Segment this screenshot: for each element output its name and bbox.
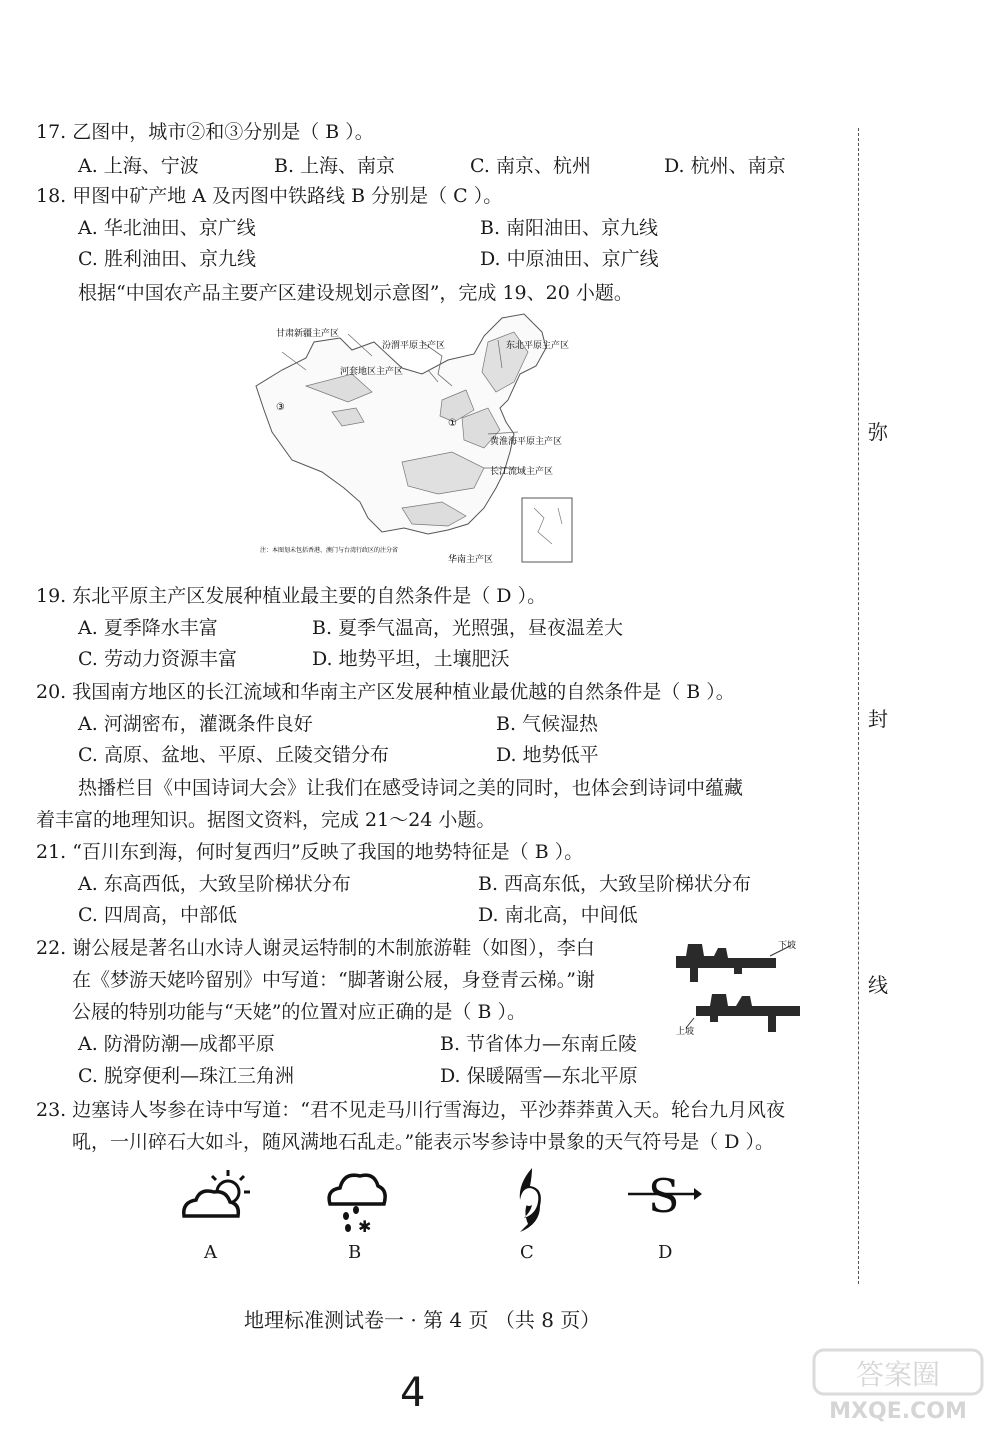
q21-option-a: A. 东高西低，大致呈阶梯状分布 (78, 873, 351, 895)
q18-option-d: D. 中原油田、京广线 (480, 248, 659, 270)
china-agri-map (252, 312, 582, 570)
question-22-line1: 22. 谢公屐是著名山水诗人谢灵运特制的木制旅游鞋（如图），李白 (36, 937, 595, 959)
intro-19-20: 根据“中国农产品主要产区建设规划示意图”，完成 19、20 小题。 (78, 282, 633, 304)
q18-option-c: C. 胜利油田、京九线 (78, 248, 256, 270)
intro-21-24-line1: 热播栏目《中国诗词大会》让我们在感受诗词之美的同时，也体会到诗词中蕴藏 (78, 777, 744, 799)
rain-snow-icon (322, 1166, 392, 1236)
svg-text:MXQE.COM: MXQE.COM (829, 1399, 967, 1424)
q19-option-d: D. 地势平坦，土壤肥沃 (312, 648, 510, 670)
q22-option-d: D. 保暖隔雪—东北平原 (440, 1065, 638, 1087)
q21-option-c: C. 四周高，中部低 (78, 904, 237, 926)
xie-gong-clogs-figure (672, 934, 808, 1038)
q20-option-c: C. 高原、盆地、平原、丘陵交错分布 (78, 744, 389, 766)
question-19: 19. 东北平原主产区发展种植业最主要的自然条件是（ D ）。 (36, 585, 547, 607)
page-footer: 地理标准测试卷一 · 第 4 页 （共 8 页） (244, 1308, 601, 1332)
sandstorm-icon (624, 1166, 704, 1226)
question-18: 18. 甲图中矿产地 A 及丙图中铁路线 B 分别是（ C ）。 (36, 185, 503, 207)
q19-option-c: C. 劳动力资源丰富 (78, 648, 237, 670)
intro-21-24-line2: 着丰富的地理知识。据图文资料，完成 21～24 小题。 (36, 809, 496, 831)
watermark-logo (812, 1346, 984, 1424)
map-label-gansu-xinjiang: 甘肃新疆主产区 (276, 329, 340, 339)
q19-option-a: A. 夏季降水丰富 (78, 617, 218, 639)
q18-option-b: B. 南阳油田、京九线 (480, 217, 659, 239)
svg-text:S: S (648, 1169, 680, 1223)
weather-label-b: B (348, 1242, 362, 1263)
q19-option-b: B. 夏季气温高，光照强，昼夜温差大 (312, 617, 624, 639)
map-label-huanan: 华南主产区 (448, 555, 494, 565)
shoe-label-uphill: 上坡 (676, 1027, 695, 1037)
q18-option-a: A. 华北油田、京广线 (78, 217, 256, 239)
q20-option-b: B. 气候湿热 (496, 713, 599, 735)
map-label-hetao: 河套地区主产区 (340, 367, 404, 377)
q17-option-c: C. 南京、杭州 (470, 155, 591, 177)
map-note: 注：本图划未包括香港、澳门与台湾行政区的注分省 (260, 547, 399, 554)
map-label-huanghuai: 黄淮海平原主产区 (490, 437, 563, 447)
q21-option-d: D. 南北高，中间低 (478, 904, 638, 926)
seal-char-xian: 线 (868, 973, 888, 997)
map-label-changjiang: 长江流域主产区 (490, 467, 554, 477)
shoe-label-downhill: 下坡 (778, 941, 797, 951)
weather-label-a: A (204, 1242, 217, 1263)
map-marker-1: ① (448, 418, 457, 429)
q17-option-d: D. 杭州、南京 (664, 155, 786, 177)
map-marker-3: ③ (276, 402, 285, 413)
question-20: 20. 我国南方地区的长江流域和华南主产区发展种植业最优越的自然条件是（ B ）。 (36, 681, 735, 703)
q22-option-a: A. 防滑防潮—成都平原 (78, 1033, 275, 1055)
q22-option-b: B. 节省体力—东南丘陵 (440, 1033, 638, 1055)
svg-text:✱: ✱ (358, 1217, 372, 1236)
q20-option-a: A. 河湖密布，灌溉条件良好 (78, 713, 313, 735)
q20-option-d: D. 地势低平 (496, 744, 599, 766)
binding-dashed-line (858, 128, 859, 1284)
q17-option-b: B. 上海、南京 (274, 155, 396, 177)
map-label-fenwei: 汾渭平原主产区 (382, 341, 446, 351)
q22-option-c: C. 脱穿便利—珠江三角洲 (78, 1065, 294, 1087)
handwritten-page-number: 4 (400, 1370, 426, 1416)
question-23-line1: 23. 边塞诗人岑参在诗中写道：“君不见走马川行雪海边，平沙莽莽黄入天。轮台九月风夜 (36, 1099, 785, 1121)
weather-label-d: D (658, 1242, 673, 1263)
q17-option-a: A. 上海、宁波 (78, 155, 199, 177)
question-22-line2: 在《梦游天姥吟留别》中写道：“脚著谢公屐，身登青云梯。”谢 (72, 969, 595, 991)
svg-text:答案圈: 答案圈 (855, 1358, 941, 1391)
q21-option-b: B. 西高东低，大致呈阶梯状分布 (478, 873, 752, 895)
seal-char-mi: 弥 (868, 420, 888, 444)
question-23-line2: 吼，一川碎石大如斗，随风满地石乱走。”能表示岑参诗中景象的天气符号是（ D ）。 (72, 1131, 775, 1153)
partly-cloudy-icon (178, 1166, 258, 1226)
question-22-line3: 公屐的特别功能与“天姥”的位置对应正确的是（ B ）。 (72, 1001, 526, 1023)
question-17: 17. 乙图中，城市②和③分别是（ B ）。 (36, 121, 374, 143)
seal-char-feng: 封 (868, 707, 888, 731)
typhoon-icon (510, 1166, 546, 1236)
weather-label-c: C (520, 1242, 534, 1263)
map-label-dongbei: 东北平原主产区 (506, 341, 570, 351)
question-21: 21. “百川东到海，何时复西归”反映了我国的地势特征是（ B ）。 (36, 841, 584, 863)
